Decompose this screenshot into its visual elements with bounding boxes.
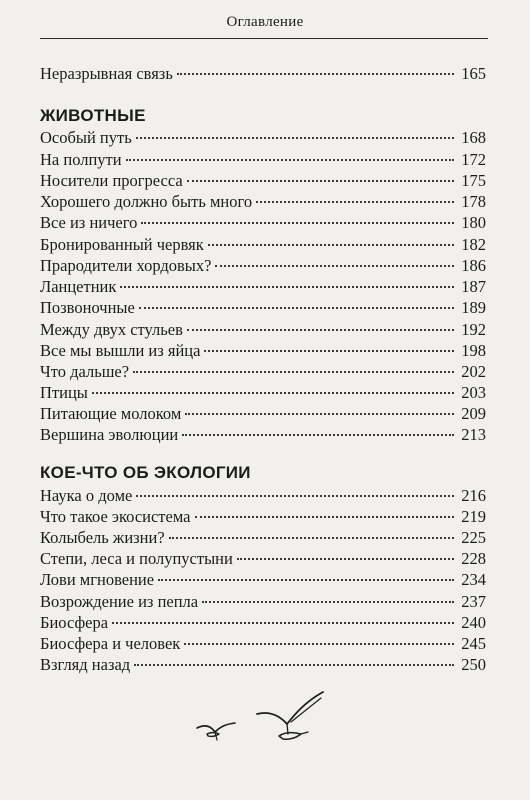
entry-title: Вершина эволюции [40, 425, 179, 444]
entry-page: 172 [461, 150, 486, 169]
dot-leader [136, 495, 454, 497]
toc-entry [40, 171, 486, 193]
entry-title: Между двух стульев [40, 320, 183, 339]
entry-page: 219 [461, 507, 486, 526]
dot-leader [208, 244, 454, 246]
dot-leader [139, 307, 454, 309]
entry-page: 240 [461, 613, 486, 632]
toc-entry [40, 404, 486, 426]
entry-title: Что дальше? [40, 362, 130, 381]
entry-title: Все мы вышли из яйца [40, 341, 201, 360]
entry-page: 234 [461, 570, 486, 589]
dot-leader [237, 558, 454, 560]
toc-entry [40, 150, 486, 172]
entry-title: Прародители хордовых? [40, 256, 212, 275]
entry-page: 168 [461, 128, 486, 147]
toc-entry [40, 383, 486, 405]
entry-page: 198 [461, 341, 486, 360]
dot-leader [177, 73, 454, 75]
dot-leader [202, 601, 454, 603]
entry-title: Хорошего должно быть много [40, 192, 253, 211]
dot-leader [215, 265, 454, 267]
dot-leader [204, 350, 454, 352]
toc-entry [40, 655, 486, 677]
entry-page: 216 [461, 486, 486, 505]
running-head: Оглавление [226, 14, 304, 30]
entry-page: 237 [461, 592, 486, 611]
toc-entry [40, 320, 486, 342]
entry-title: Все из ничего [40, 213, 138, 232]
entry-page: 209 [461, 404, 486, 423]
toc-entry [40, 592, 486, 614]
toc-entry [40, 613, 486, 635]
entry-page: 228 [461, 549, 486, 568]
section-heading-animals: ЖИВОТНЫЕ [40, 106, 146, 125]
entry-title: Бронированный червяк [40, 235, 204, 254]
dot-leader [120, 286, 454, 288]
toc-entry [40, 634, 486, 656]
toc-entry [40, 298, 486, 320]
dot-leader [126, 159, 454, 161]
entry-page: 165 [461, 64, 486, 83]
dot-leader [187, 180, 454, 182]
toc-entry [40, 549, 486, 571]
dot-leader [133, 371, 454, 373]
entry-page: 178 [461, 192, 486, 211]
dot-leader [256, 201, 454, 203]
entry-title: Позвоночные [40, 298, 135, 317]
entry-page: 202 [461, 362, 486, 381]
toc-entry [40, 486, 486, 508]
toc-entry [40, 277, 486, 299]
entry-title: Биосфера и человек [40, 634, 181, 653]
toc-entry [40, 64, 486, 86]
entry-title: Колыбель жизни? [40, 528, 165, 547]
entry-title: Что такое экосистема [40, 507, 191, 526]
entry-title: Особый путь [40, 128, 132, 147]
entry-page: 192 [461, 320, 486, 339]
entry-title: Степи, леса и полупустыни [40, 549, 233, 568]
toc-entry [40, 528, 486, 550]
entry-title: Птицы [40, 383, 88, 402]
entry-page: 213 [461, 425, 486, 444]
toc-entry [40, 341, 486, 363]
toc-entry [40, 570, 486, 592]
dot-leader [184, 643, 454, 645]
entry-page: 175 [461, 171, 486, 190]
entry-title: Питающие молоком [40, 404, 182, 423]
entry-title: Ланцетник [40, 277, 117, 296]
toc-entry [40, 507, 486, 529]
dot-leader [182, 434, 454, 436]
dot-leader [92, 392, 454, 394]
entry-page: 189 [461, 298, 486, 317]
toc-entry [40, 425, 486, 447]
entry-page: 250 [461, 655, 486, 674]
entry-title: Лови мгновение [40, 570, 155, 589]
entry-page: 182 [461, 235, 486, 254]
dot-leader [136, 137, 454, 139]
entry-page: 203 [461, 383, 486, 402]
dot-leader [158, 579, 454, 581]
entry-page: 245 [461, 634, 486, 653]
entry-title: Носители прогресса [40, 171, 183, 190]
dot-leader [187, 329, 454, 331]
toc-entry [40, 235, 486, 257]
dot-leader [134, 664, 454, 666]
toc-entry [40, 213, 486, 235]
entry-title: На полпути [40, 150, 122, 169]
section-heading-ecology: КОЕ-ЧТО ОБ ЭКОЛОГИИ [40, 463, 251, 482]
dot-leader [141, 222, 454, 224]
entry-title: Возрождение из пепла [40, 592, 199, 611]
toc-entry [40, 128, 486, 150]
entry-title: Наука о доме [40, 486, 133, 505]
toc-entry [40, 256, 486, 278]
dot-leader [112, 622, 454, 624]
entry-page: 186 [461, 256, 486, 275]
entry-page: 187 [461, 277, 486, 296]
dot-leader [185, 413, 454, 415]
entry-title: Биосфера [40, 613, 109, 632]
dot-leader [169, 537, 454, 539]
birds-illustration [195, 690, 345, 750]
dot-leader [195, 516, 455, 518]
entry-page: 180 [461, 213, 486, 232]
entry-title: Взгляд назад [40, 655, 131, 674]
entry-title: Неразрывная связь [40, 64, 173, 83]
header-rule [40, 38, 488, 39]
toc-entry [40, 192, 486, 214]
toc-entry [40, 362, 486, 384]
entry-page: 225 [461, 528, 486, 547]
